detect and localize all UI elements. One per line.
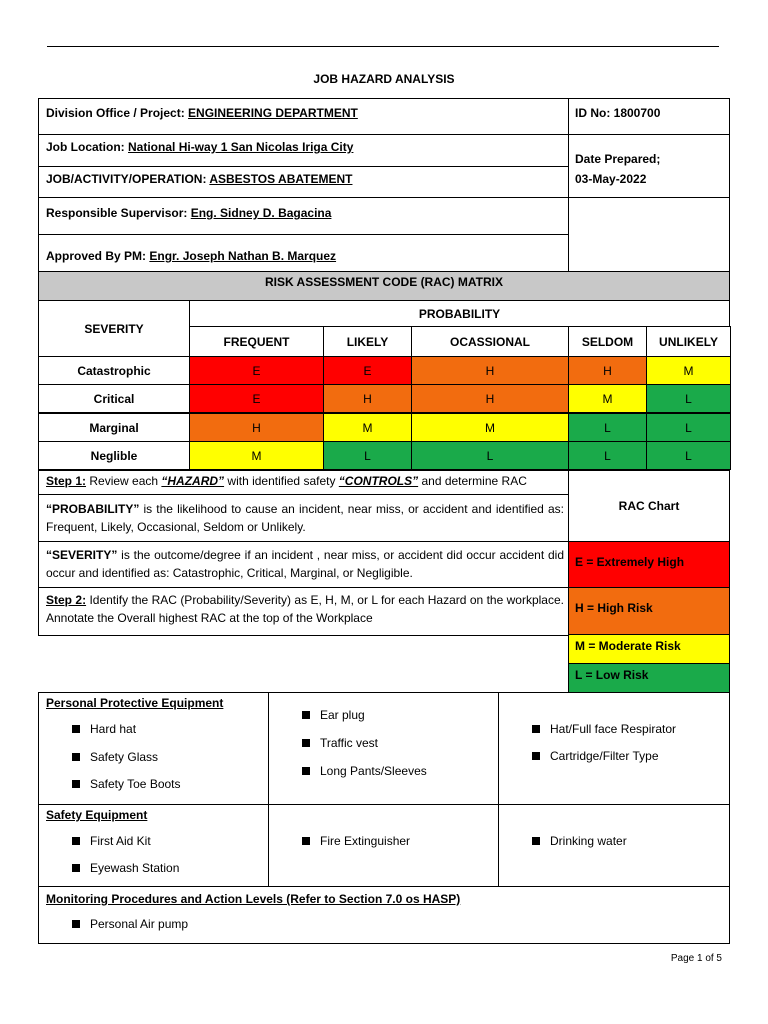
ppe-item	[302, 736, 378, 750]
safety-item	[72, 861, 179, 875]
rac-chart-moderate: M = Moderate Risk	[568, 634, 730, 664]
safety-item	[302, 834, 410, 848]
bullet-icon	[72, 864, 80, 872]
rac-cell-e: E	[323, 356, 412, 385]
safety-item	[72, 834, 151, 848]
rac-cell-l: L	[568, 441, 647, 470]
probability-header: PROBABILITY	[189, 300, 730, 327]
step2-text	[46, 591, 564, 627]
ppe-label: Safety Toe Boots	[90, 777, 181, 791]
location-label: Job Location:	[46, 140, 125, 154]
safety-label: Drinking water	[550, 834, 627, 848]
rac-chart-extremely-high: E = Extremely High	[568, 541, 730, 588]
rac-chart-low: L = Low Risk	[568, 663, 730, 693]
probability-column-unlikely: UNLIKELY	[646, 326, 731, 357]
probability-column-frequent: FREQUENT	[189, 326, 324, 357]
step1-controls: “CONTROLS”	[338, 474, 419, 488]
division-row	[46, 106, 358, 120]
severity-row-marginal: Marginal	[38, 413, 190, 442]
activity-label: JOB/ACTIVITY/OPERATION:	[46, 172, 207, 186]
probability-term: “PROBABILITY”	[46, 502, 140, 516]
step1-mid: with identified safety	[224, 474, 339, 488]
step1-pre: Review each	[86, 474, 162, 488]
monitoring-item	[72, 917, 188, 931]
severity-definition	[46, 546, 564, 582]
bullet-icon	[302, 837, 310, 845]
ppe-label: Traffic vest	[320, 736, 379, 750]
rac-cell-h: H	[411, 356, 569, 385]
ppe-label: Cartridge/Filter Type	[550, 749, 659, 763]
rac-cell-l: L	[323, 441, 412, 470]
ppe-item	[302, 708, 365, 722]
severity-row-critical: Critical	[38, 384, 190, 413]
severity-term: “SEVERITY”	[46, 548, 118, 562]
bullet-icon	[302, 711, 310, 719]
row-line	[38, 541, 569, 542]
monitoring-title: Monitoring Procedures and Action Levels (Refer to Section 7.0 os HASP)	[46, 892, 461, 906]
rac-cell-m: M	[646, 356, 731, 385]
ppe-label: Hard hat	[90, 722, 137, 736]
bullet-icon	[72, 753, 80, 761]
top-rule	[47, 46, 719, 47]
monitoring-label: Personal Air pump	[90, 917, 189, 931]
rac-cell-e: E	[189, 356, 324, 385]
safety-label: First Aid Kit	[90, 834, 151, 848]
supervisor-value: Eng. Sidney D. Bagacina	[190, 206, 332, 220]
row-line	[38, 234, 569, 235]
ppe-item	[72, 777, 181, 791]
supervisor-row	[46, 206, 331, 220]
severity-row-catastrophic: Catastrophic	[38, 356, 190, 385]
rac-cell-l: L	[646, 384, 731, 413]
page-number: Page 1 of 5	[670, 953, 722, 964]
probability-column-ocassional: OCASSIONAL	[411, 326, 569, 357]
row-line	[38, 494, 569, 495]
rac-cell-h: H	[411, 384, 569, 413]
approved-value: Engr. Joseph Nathan B. Marquez	[149, 249, 337, 263]
rac-cell-l: L	[568, 413, 647, 442]
bullet-icon	[72, 920, 80, 928]
step1-label: Step 1:	[46, 474, 87, 488]
supervisor-label: Responsible Supervisor:	[46, 206, 188, 220]
row-line	[38, 587, 569, 588]
rac-cell-l: L	[646, 413, 731, 442]
row-line	[38, 166, 569, 167]
date-label: Date Prepared;	[575, 152, 661, 166]
ppe-item	[532, 749, 659, 763]
ppe-title: Personal Protective Equipment	[46, 696, 224, 710]
bullet-icon	[302, 767, 310, 775]
ppe-item	[302, 764, 427, 778]
rac-cell-m: M	[411, 413, 569, 442]
row-line	[38, 804, 730, 805]
step1-text	[46, 472, 564, 490]
severity-text: is the outcome/degree if an incident , near miss, or accident did occur accident did occur and identified as: Catastrophic, Critical, Marginal, or Negligible.	[46, 548, 564, 580]
rac-chart-title: RAC Chart	[568, 470, 730, 542]
rac-cell-h: H	[323, 384, 412, 413]
location-value: National Hi-way 1 San Nicolas Iriga City	[128, 140, 354, 154]
rac-cell-l: L	[646, 441, 731, 470]
division-label: Division Office / Project:	[46, 106, 185, 120]
safety-label: Eyewash Station	[90, 861, 180, 875]
bullet-icon	[302, 739, 310, 747]
rac-cell-l: L	[411, 441, 569, 470]
bullet-icon	[72, 725, 80, 733]
probability-column-likely: LIKELY	[323, 326, 412, 357]
safety-item	[532, 834, 627, 848]
division-value: ENGINEERING DEPARTMENT	[188, 106, 358, 120]
header-divider	[568, 98, 569, 272]
col-line	[268, 692, 269, 886]
bullet-icon	[532, 725, 540, 733]
row-line	[568, 197, 730, 198]
bullet-icon	[72, 837, 80, 845]
row-line	[38, 134, 569, 135]
document-title: JOB HAZARD ANALYSIS	[313, 72, 455, 86]
activity-value: ASBESTOS ABATEMENT	[209, 172, 353, 186]
rac-cell-m: M	[189, 441, 324, 470]
approved-label: Approved By PM:	[46, 249, 147, 263]
severity-header: SEVERITY	[38, 300, 190, 357]
rac-cell-m: M	[323, 413, 412, 442]
step1-post: and determine RAC	[418, 474, 527, 488]
date-value: 03-May-2022	[575, 172, 647, 186]
probability-text: is the likelihood to cause an incident, near miss, or accident and identified as: Frequent, Likely, Occasional, Seldom or Unlikely.	[46, 502, 564, 534]
probability-column-seldom: SELDOM	[568, 326, 647, 357]
step2-label: Step 2:	[46, 593, 87, 607]
ppe-label: Hat/Full face Respirator	[550, 722, 677, 736]
row-line	[38, 886, 730, 887]
bullet-icon	[532, 752, 540, 760]
approved-row	[46, 249, 336, 263]
safety-label: Fire Extinguisher	[320, 834, 411, 848]
severity-row-neglible: Neglible	[38, 441, 190, 470]
rac-matrix-title: RISK ASSESSMENT CODE (RAC) MATRIX	[38, 271, 730, 301]
row-line	[38, 197, 569, 198]
safety-title: Safety Equipment	[46, 808, 148, 822]
ppe-label: Long Pants/Sleeves	[320, 764, 427, 778]
rac-chart-high: H = High Risk	[568, 587, 730, 635]
activity-row	[46, 172, 352, 186]
rac-cell-e: E	[189, 384, 324, 413]
step2-body: Identify the RAC (Probability/Severity) as E, H, M, or L for each Hazard on the workplace. Annotate the Overall highest RAC at the top of the Workplace	[46, 593, 564, 625]
rac-cell-h: H	[568, 356, 647, 385]
location-row	[46, 140, 353, 154]
step1-hazard: “HAZARD”	[161, 474, 225, 488]
bullet-icon	[72, 780, 80, 788]
col-line	[498, 692, 499, 886]
rac-cell-h: H	[189, 413, 324, 442]
ppe-item	[72, 750, 158, 764]
row-line	[568, 134, 730, 135]
id-number: ID No: 1800700	[575, 106, 661, 120]
ppe-item	[72, 722, 136, 736]
probability-definition	[46, 500, 564, 536]
bullet-icon	[532, 837, 540, 845]
ppe-label: Safety Glass	[90, 750, 159, 764]
rac-cell-m: M	[568, 384, 647, 413]
ppe-item	[532, 722, 676, 736]
ppe-label: Ear plug	[320, 708, 365, 722]
